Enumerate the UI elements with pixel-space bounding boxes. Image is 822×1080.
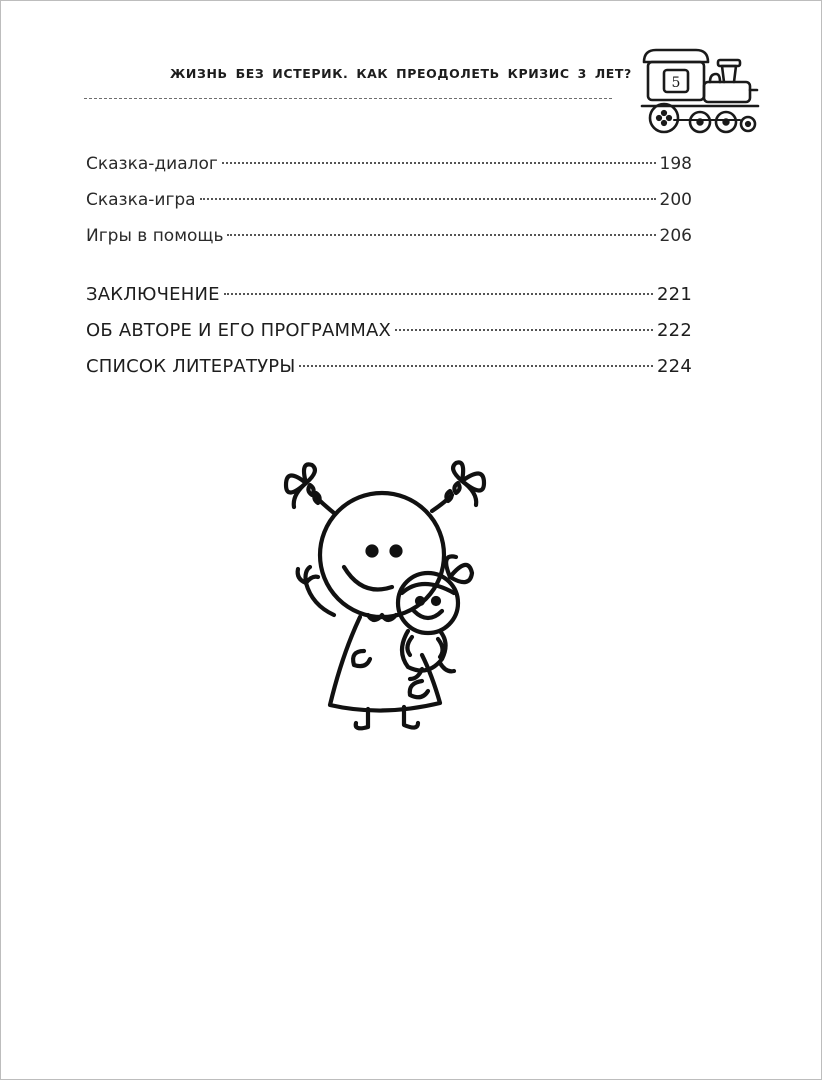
toc-entry-title: СПИСОК ЛИТЕРАТУРЫ [86,356,296,377]
page-number: 5 [671,75,681,91]
toc-entry-title: Сказка-диалог [86,154,218,174]
toc-leader-dots [395,329,653,331]
girl-with-doll-icon [272,455,512,750]
toc-leader-dots [227,234,655,236]
toc-subsections [86,146,692,254]
toc-entry-page: 224 [657,356,692,377]
running-header: ЖИЗНЬ БЕЗ ИСТЕРИК. КАК ПРЕОДОЛЕТЬ КРИЗИС 3 ЛЕТ? [170,66,632,81]
toc-entry-title: ОБ АВТОРЕ И ЕГО ПРОГРАММАХ [86,320,392,341]
toc-entry-page: 200 [659,190,692,210]
toc-entry-skazka-dialog[interactable] [86,146,692,182]
toc-entry-page: 221 [657,284,692,305]
header-divider [84,98,612,99]
toc-leader-dots [224,293,653,295]
toc-entry-page: 198 [659,154,692,174]
toc-entry-page: 206 [659,226,692,246]
toc-entry-spisok-literatury[interactable] [86,349,692,385]
toc-entry-title: Сказка-игра [86,190,196,210]
toc-entry-title: ЗАКЛЮЧЕНИЕ [86,284,220,305]
toc-leader-dots [299,365,653,367]
toc-entry-zaklyuchenie[interactable] [86,277,692,313]
toc-entry-title: Игры в помощь [86,226,224,246]
toc-leader-dots [200,198,656,200]
toc-entry-ob-avtore[interactable] [86,313,692,349]
toc-entry-igry-v-pomosch[interactable] [86,218,692,254]
toc-main-sections [86,277,692,385]
toc-leader-dots [222,162,656,164]
toc-entry-page: 222 [657,320,692,341]
train-locomotive-icon [634,40,762,140]
toc-entry-skazka-igra[interactable] [86,182,692,218]
